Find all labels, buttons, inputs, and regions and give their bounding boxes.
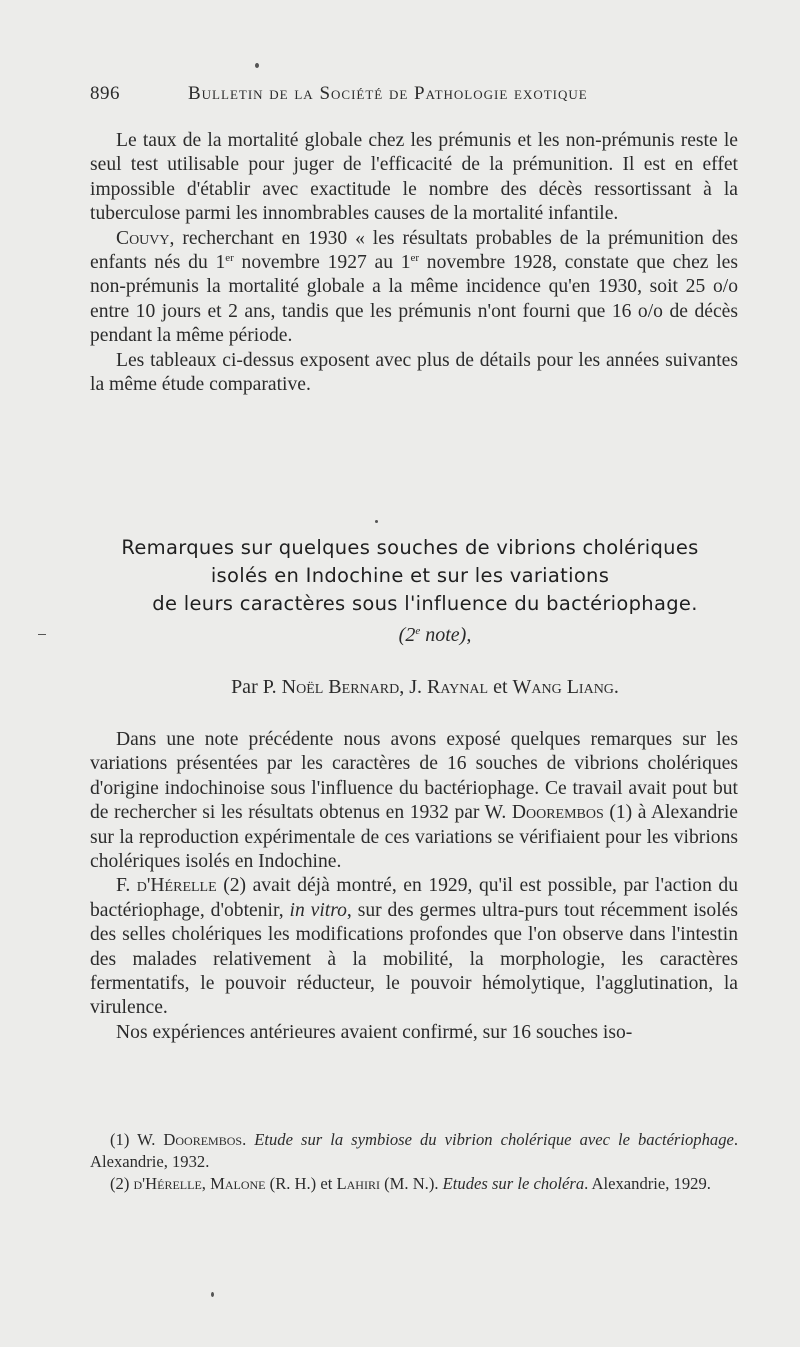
ink-speck xyxy=(375,520,378,523)
text-run: , J. xyxy=(399,676,427,698)
paragraph: Le taux de la mortalité globale chez les prémunis et les non-prémunis reste le seul test utilisable pour juger de l'efficacité de la prémunition. Il est en effet impossible d'établir avec exactitude le nombre des décès ressortissant à la tuberculose parmi les innombrables causes de la mortalité infantile. xyxy=(90,130,738,225)
note-label xyxy=(0,624,800,647)
author-name: Noël Bernard xyxy=(281,676,400,698)
text-run: , recherchant en 1930 « les résultats probables de la prémunition des enfants nés du 1 xyxy=(90,227,738,274)
title-line: de leurs caractères sous l'influence du bactériophage. xyxy=(152,592,698,615)
author-name: Lahiri xyxy=(336,1174,380,1193)
author-name: Raynal xyxy=(427,676,489,698)
ink-speck xyxy=(255,63,259,68)
text-run: et xyxy=(488,676,513,698)
running-title: Bulletin de la Société de Pathologie exotique xyxy=(188,83,588,104)
paragraph xyxy=(90,728,738,874)
superscript: e xyxy=(415,625,421,637)
text-run: novembre 1928, constate que chez les non-prémunis la mortalité globale a la même incidence qu'en 1930, soit 25 o/o entre 10 jours et 2 ans, tandis que les prémunis n'ont fourni que 16 o/o de décès pendant la même période. xyxy=(90,252,738,347)
paragraph: Les tableaux ci-dessus exposent avec plus de détails pour les années suivantes la même étude comparative. xyxy=(90,349,738,396)
author-name: Couvy xyxy=(116,227,170,249)
author-line xyxy=(0,676,800,699)
superscript: er xyxy=(410,252,420,265)
cited-title: Etudes sur le choléra xyxy=(442,1174,585,1193)
author-name: Doorembos xyxy=(163,1130,243,1149)
text-run: . Alexandrie, 1932. xyxy=(90,1130,739,1171)
text-run: (M. N.). xyxy=(379,1174,443,1193)
paragraph: Nos expériences antérieures avaient confirmé, sur 16 souches iso- xyxy=(116,1021,633,1043)
text-run: . xyxy=(242,1130,255,1149)
page-number: 896 xyxy=(90,83,120,104)
text-run: . xyxy=(613,676,619,698)
title-line: isolés en Indochine et sur les variations xyxy=(210,564,610,587)
text-run: F. xyxy=(116,875,137,897)
author-name: d'Hérelle xyxy=(136,875,217,897)
text-run: (1) à Alexandrie sur la reproduction expérimentale de ces variations se vérifiaient pour les vibrions cholériques isolés en Indochine. xyxy=(90,802,739,873)
footnote xyxy=(90,1129,738,1173)
footnote xyxy=(90,1173,738,1195)
author-name: Doorembos xyxy=(511,802,604,824)
text-run: (R. H.) et xyxy=(265,1174,337,1193)
previous-article-ending xyxy=(90,129,738,397)
author-name: Wang Liang xyxy=(512,676,614,698)
text-run: (1) W. xyxy=(110,1130,164,1149)
paragraph xyxy=(90,874,738,1020)
article-body xyxy=(90,728,738,1045)
title-line: Remarques sur quelques souches de vibrions cholériques xyxy=(121,536,699,559)
footnotes xyxy=(90,1129,738,1195)
ink-speck xyxy=(38,634,46,635)
cited-title: Etude sur la symbiose du vibrion cholérique avec le bactériophage xyxy=(254,1130,734,1149)
article-title xyxy=(60,534,760,618)
text-run: Par P. xyxy=(231,676,282,698)
italic-term: in vitro xyxy=(289,899,347,921)
superscript: er xyxy=(225,252,234,265)
text-run: , sur des germes ultra-purs tout récemment isolés des selles cholériques les modifications profondes que l'on observe dans l'intestin des malades relativement à la mobilité, la morphologie, les caractères fermentatifs, le pouvoir réducteur, le pouvoir hémolytique, l'agglutination, la virulence. xyxy=(90,899,738,1019)
text-run: (2) avait déjà montré, en 1929, qu'il est possible, par l'action du bactériophage, d'obtenir, xyxy=(90,875,738,921)
paragraph xyxy=(90,227,738,349)
text-run: (2 xyxy=(398,624,416,646)
text-run: note), xyxy=(420,624,472,646)
ink-speck xyxy=(211,1292,214,1297)
author-name: d'Hérelle, Malone xyxy=(133,1174,266,1193)
text-run: . Alexandrie, 1929. xyxy=(584,1174,711,1193)
text-run: Dans une note précédente nous avons exposé quelques remarques sur les variations présentées par les caractères de 16 souches de vibrions cholériques d'origine indochinoise sous l'influence du bactériophage. Ce travail avait pout but de rechercher si les résultats obtenus en 1932 par W. xyxy=(90,729,738,824)
text-run: (2) xyxy=(110,1174,134,1193)
text-run: novembre 1927 au 1 xyxy=(233,252,411,274)
